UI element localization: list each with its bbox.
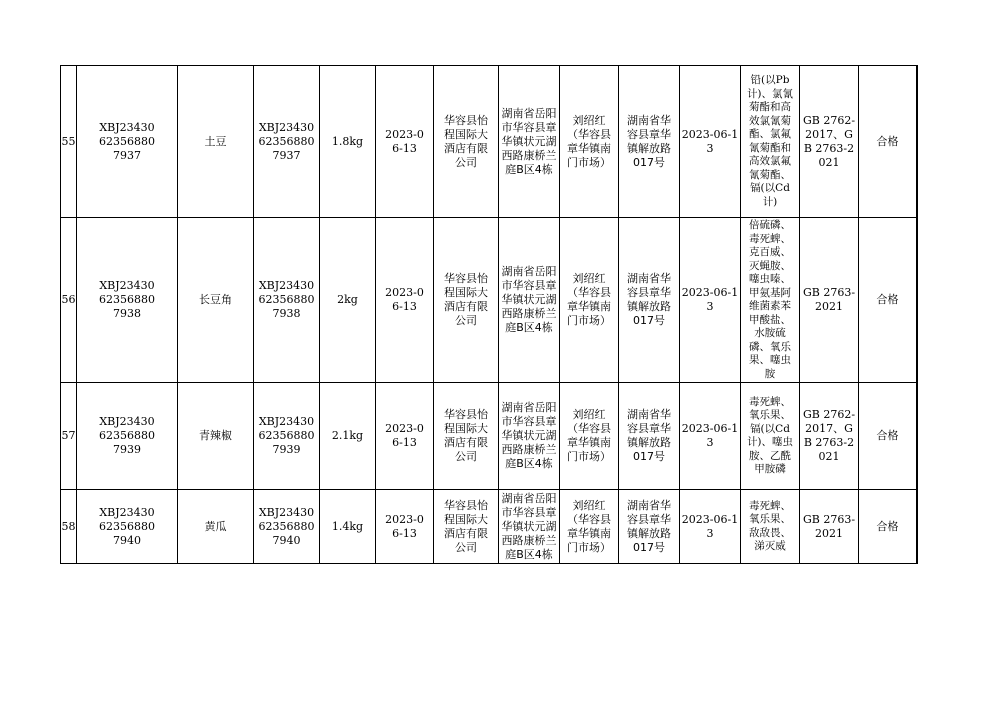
test-items-text: 毒死蜱、氧乐果、敌敌畏、涕灭威 [749,499,791,552]
task-id-text: XBJ23430623568807937 [258,120,315,162]
standard-text: GB 2763-2021 [802,512,856,540]
row-number-text: 56 [61,293,76,306]
table-body [61,66,918,564]
sampled-unit-cell [434,66,499,218]
sample-date-text: 2023-06-13 [385,422,424,449]
sampled-unit-cell [434,218,499,383]
producer-text: 刘绍红（华容县章华镇南门市场） [567,272,611,327]
sample-date-cell [376,383,434,490]
sample-id-cell [77,490,178,564]
task-id-cell [254,490,320,564]
sample-name-text: 长豆角 [199,293,232,306]
task-id-text: XBJ23430623568807938 [258,279,315,320]
quantity-cell [320,218,376,383]
producer-address-cell [619,66,680,218]
task-id-cell [254,66,320,218]
test-items-cell [741,218,800,383]
standard-text: GB 2762-2017、GB 2763-2021 [802,408,856,463]
table-row [61,218,918,383]
sample-date-text: 2023-06-13 [385,286,424,313]
table-row [61,490,918,564]
row-number-cell [61,66,77,218]
quantity-cell [320,490,376,564]
sample-id-cell [77,383,178,490]
producer-cell [560,383,619,490]
quantity-cell [320,66,376,218]
standard-text: GB 2762-2017、GB 2763-2021 [802,113,856,169]
standard-cell [800,383,859,490]
sampled-unit-text: 华容县怡程国际大酒店有限公司 [444,113,488,169]
sampled-address-text: 湖南省岳阳市华容县章华镇状元湖西路康桥兰庭B区4栋 [501,106,557,176]
note-cell [917,218,918,383]
result-text: 合格 [876,429,899,442]
sample-id-cell [77,66,178,218]
production-date-cell [680,66,741,218]
test-items-cell [741,490,800,564]
task-id-cell [254,383,320,490]
sampled-address-text: 湖南省岳阳市华容县章华镇状元湖西路康桥兰庭B区4栋 [501,491,557,561]
producer-cell [560,66,619,218]
inspection-results-table [60,65,918,564]
test-items-text: 毒死蜱、氧乐果、镉(以Cd计)、噻虫胺、乙酰甲胺磷 [746,395,794,475]
sample-date-text: 2023-06-13 [385,127,424,155]
result-text: 合格 [876,519,899,533]
result-text: 合格 [876,134,899,148]
task-id-text: XBJ23430623568807939 [258,415,315,456]
sampled-address-cell [499,66,560,218]
sampled-address-cell [499,218,560,383]
row-number-cell [61,218,77,383]
sample-id-text: XBJ23430623568807939 [99,415,155,456]
sample-date-cell [376,66,434,218]
production-date-cell [680,218,741,383]
quantity-text: 1.8kg [331,134,364,148]
sampled-unit-text: 华容县怡程国际大酒店有限公司 [444,498,488,554]
note-cell [917,383,918,490]
quantity-text: 2.1kg [331,429,364,442]
task-id-cell [254,218,320,383]
note-cell [917,66,918,218]
production-date-cell [680,490,741,564]
row-number-cell [61,383,77,490]
producer-address-text: 湖南省华容县章华镇解放路017号 [627,408,671,463]
test-items-text: 倍硫磷、毒死蜱、克百威、灭蝇胺、噻虫嗪、甲氨基阿维菌素苯甲酸盐、水胺硫磷、氧乐果、噻虫胺 [749,219,791,380]
sample-name-cell [178,66,254,218]
producer-address-cell [619,218,680,383]
quantity-cell [320,383,376,490]
sample-name-text: 土豆 [204,134,227,148]
sample-name-cell [178,490,254,564]
sample-id-text: XBJ23430623568807940 [99,505,155,547]
quantity-text: 1.4kg [331,519,364,533]
sample-id-text: XBJ23430623568807938 [99,279,155,320]
result-cell [859,490,917,564]
sample-name-cell [178,383,254,490]
producer-text: 刘绍红（华容县章华镇南门市场） [567,408,611,463]
quantity-text: 2kg [337,293,358,306]
task-id-text: XBJ23430623568807940 [258,505,315,547]
result-text: 合格 [876,293,899,306]
standard-text: GB 2763-2021 [802,286,856,313]
producer-address-cell [619,383,680,490]
table-row [61,66,918,218]
sample-date-text: 2023-06-13 [385,512,424,540]
sampled-unit-text: 华容县怡程国际大酒店有限公司 [444,272,488,327]
result-cell [859,218,917,383]
production-date-cell [680,383,741,490]
test-items-cell [741,66,800,218]
table-row [61,383,918,490]
row-number-text: 58 [61,519,76,533]
standard-cell [800,66,859,218]
row-number-text: 55 [61,134,76,148]
producer-address-text: 湖南省华容县章华镇解放路017号 [627,113,671,169]
sampled-address-cell [499,383,560,490]
sampled-unit-cell [434,490,499,564]
producer-address-text: 湖南省华容县章华镇解放路017号 [627,498,671,554]
sample-id-cell [77,218,178,383]
producer-address-cell [619,490,680,564]
result-cell [859,383,917,490]
sampled-address-text: 湖南省岳阳市华容县章华镇状元湖西路康桥兰庭B区4栋 [501,401,557,470]
production-date-text: 2023-06-13 [681,127,739,155]
producer-cell [560,218,619,383]
production-date-text: 2023-06-13 [681,512,739,540]
sample-date-cell [376,218,434,383]
test-items-cell [741,383,800,490]
test-items-text: 铅(以Pb计)、氯氰菊酯和高效氯氰菊酯、氯氟氰菊酯和高效氯氟氰菊酯、镉(以Cd计) [746,74,794,208]
standard-cell [800,218,859,383]
sample-name-text: 黄瓜 [204,519,227,533]
producer-cell [560,490,619,564]
sample-name-text: 青辣椒 [199,429,232,442]
sampled-unit-cell [434,383,499,490]
sample-date-cell [376,490,434,564]
note-cell [917,490,918,564]
production-date-text: 2023-06-13 [681,286,739,313]
sampled-address-cell [499,490,560,564]
sampled-address-text: 湖南省岳阳市华容县章华镇状元湖西路康桥兰庭B区4栋 [501,265,557,334]
sample-name-cell [178,218,254,383]
standard-cell [800,490,859,564]
producer-text: 刘绍红（华容县章华镇南门市场） [567,498,611,554]
producer-address-text: 湖南省华容县章华镇解放路017号 [627,272,671,327]
sampled-unit-text: 华容县怡程国际大酒店有限公司 [444,408,488,463]
row-number-text: 57 [61,429,76,442]
producer-text: 刘绍红（华容县章华镇南门市场） [567,113,611,169]
production-date-text: 2023-06-13 [681,422,739,449]
result-cell [859,66,917,218]
sample-id-text: XBJ23430623568807937 [99,120,155,162]
row-number-cell [61,490,77,564]
